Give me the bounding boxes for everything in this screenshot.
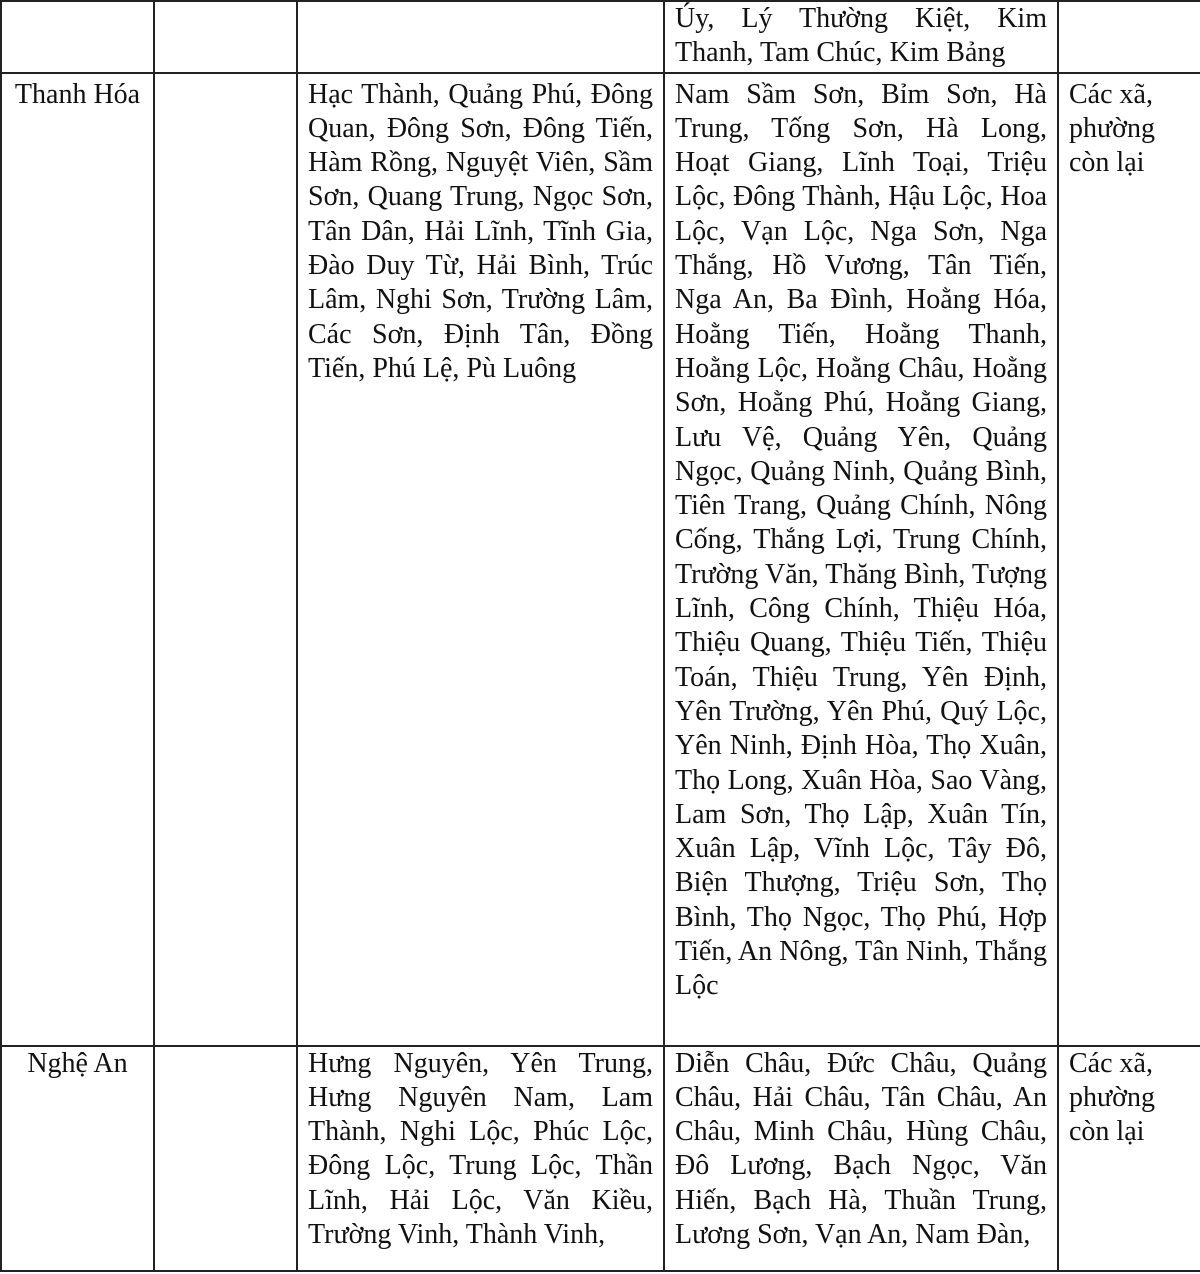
table-row bbox=[1, 73, 1200, 1046]
column-5-cell bbox=[1058, 1, 1200, 73]
province-cell bbox=[1, 1, 154, 73]
table-row bbox=[1, 1046, 1200, 1271]
province-cell: Thanh Hóa bbox=[1, 73, 154, 1046]
column-4-cell: Úy, Lý Thường Kiệt, Kim Thanh, Tam Chúc, Kim Bảng bbox=[664, 1, 1058, 73]
column-4-cell: Nam Sầm Sơn, Bỉm Sơn, Hà Trung, Tống Sơn, Hà Long, Hoạt Giang, Lĩnh Toại, Triệu Lộc, Đông Thành, Hậu Lộc, Hoa Lộc, Vạn Lộc, Nga Sơn, Nga Thắng, Hồ Vương, Tân Tiến, Nga An, Ba Đình, Hoằng Hóa, Hoằng Tiến, Hoằng Thanh, Hoằng Lộc, Hoằng Châu, Hoằng Sơn, Hoằng Phú, Hoằng Giang, Lưu Vệ, Quảng Yên, Quảng Ngọc, Quảng Ninh, Quảng Bình, Tiên Trang, Quảng Chính, Nông Cống, Thắng Lợi, Trung Chính, Trường Văn, Thăng Bình, Tượng Lĩnh, Công Chính, Thiệu Hóa, Thiệu Quang, Thiệu Tiến, Thiệu Toán, Thiệu Trung, Yên Định, Yên Trường, Yên Phú, Quý Lộc, Yên Ninh, Định Hòa, Thọ Xuân, Thọ Long, Xuân Hòa, Sao Vàng, Lam Sơn, Thọ Lập, Xuân Tín, Xuân Lập, Vĩnh Lộc, Tây Đô, Biện Thượng, Triệu Sơn, Thọ Bình, Thọ Ngọc, Thọ Phú, Hợp Tiến, An Nông, Tân Ninh, Thắng Lộc bbox=[664, 73, 1058, 1046]
column-2-cell bbox=[154, 1, 297, 73]
column-3-cell bbox=[297, 1, 664, 73]
column-3-cell: Hưng Nguyên, Yên Trung, Hưng Nguyên Nam, Lam Thành, Nghi Lộc, Phúc Lộc, Đông Lộc, Trung Lộc, Thần Lĩnh, Hải Lộc, Văn Kiều, Trường Vinh, Thành Vinh, bbox=[297, 1046, 664, 1271]
column-3-cell: Hạc Thành, Quảng Phú, Đông Quan, Đông Sơn, Đông Tiến, Hàm Rồng, Nguyệt Viên, Sầm Sơn, Quang Trung, Ngọc Sơn, Tân Dân, Hải Lĩnh, Tĩnh Gia, Đào Duy Từ, Hải Bình, Trúc Lâm, Nghi Sơn, Trường Lâm, Các Sơn, Định Tân, Đồng Tiến, Phú Lệ, Pù Luông bbox=[297, 73, 664, 1046]
column-5-cell: Các xã, phường còn lại bbox=[1058, 1046, 1200, 1271]
province-cell: Nghệ An bbox=[1, 1046, 154, 1271]
column-2-cell bbox=[154, 1046, 297, 1271]
column-4-cell: Diễn Châu, Đức Châu, Quảng Châu, Hải Châu, Tân Châu, An Châu, Minh Châu, Hùng Châu, Đô Lương, Bạch Ngọc, Văn Hiến, Bạch Hà, Thuần Trung, Lương Sơn, Vạn An, Nam Đàn, bbox=[664, 1046, 1058, 1271]
table-row bbox=[1, 1, 1200, 73]
column-2-cell bbox=[154, 73, 297, 1046]
column-5-cell: Các xã, phường còn lại bbox=[1058, 73, 1200, 1046]
